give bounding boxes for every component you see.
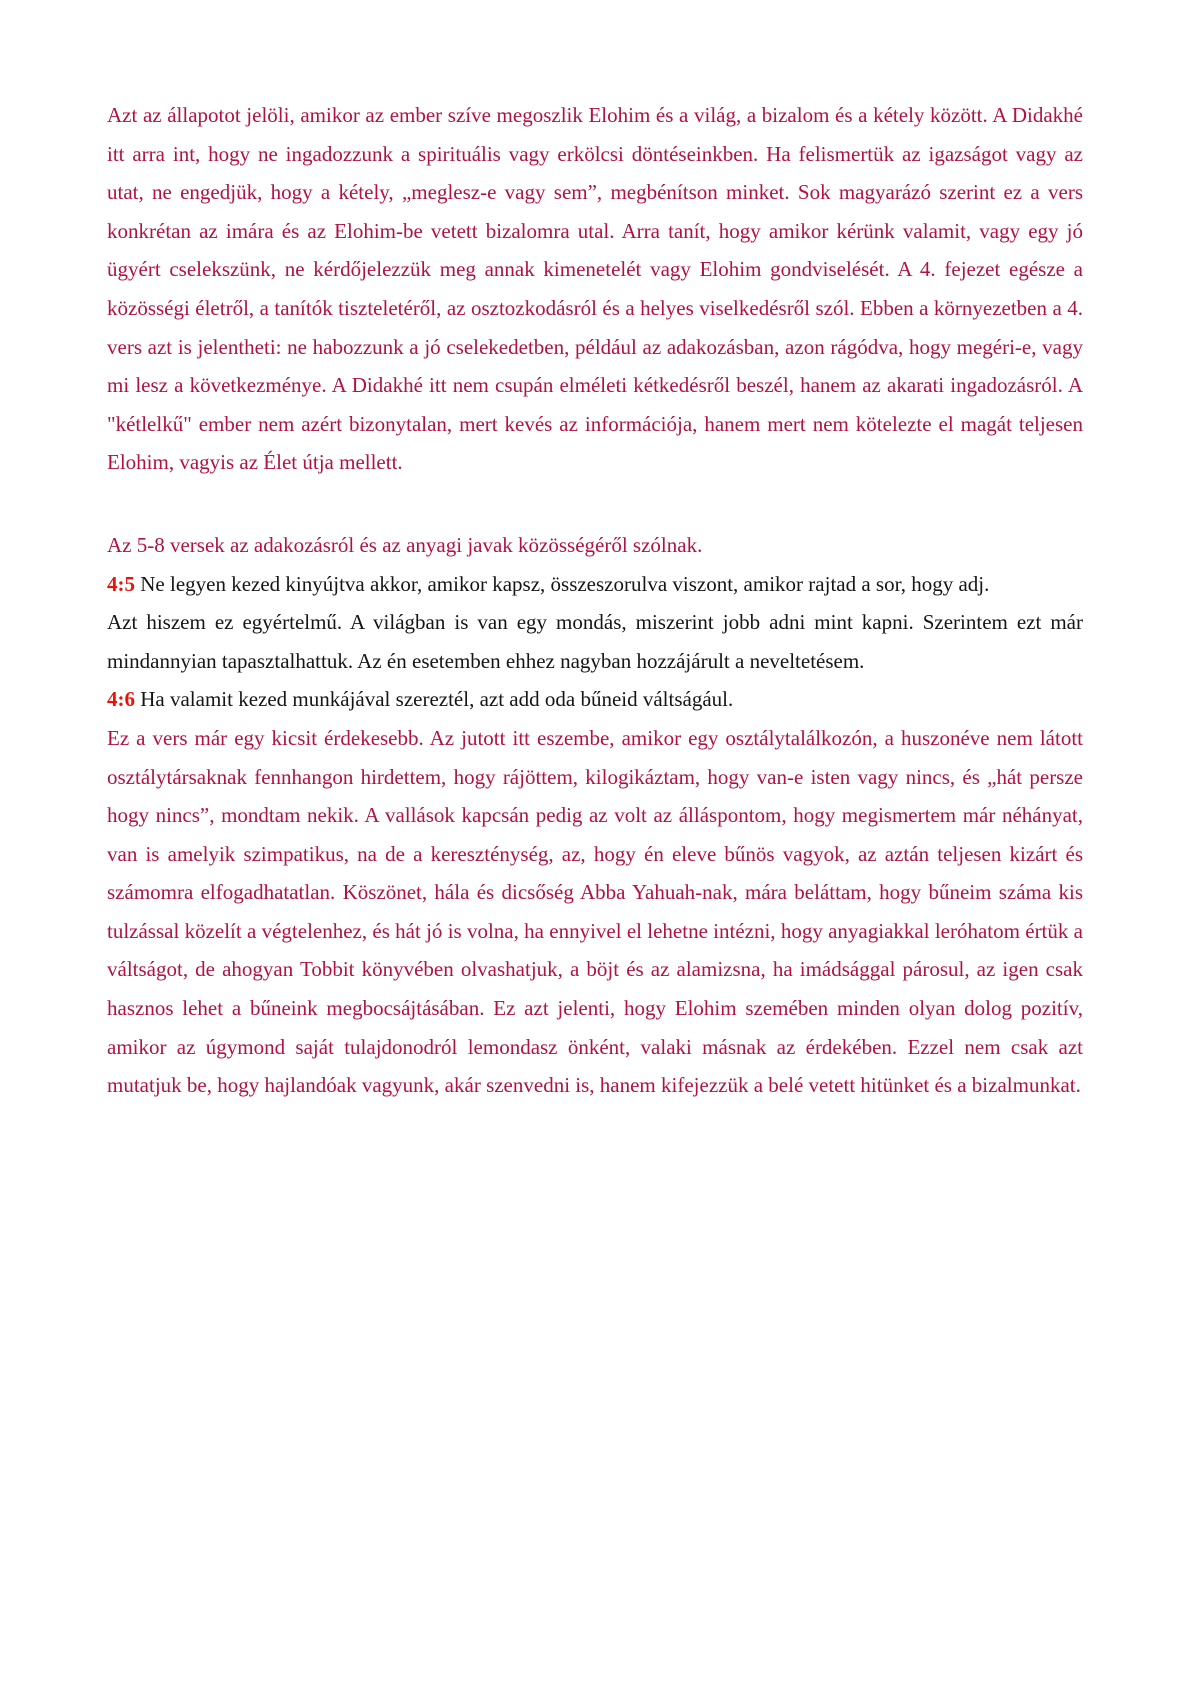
verse-number-4-5: 4:5 bbox=[107, 571, 135, 596]
verse-text-4-5: Ne legyen kezed kinyújtva akkor, amikor kapsz, összeszorulva viszont, amikor rajtad a sor, hogy adj. bbox=[140, 571, 990, 596]
verse-number-4-6: 4:6 bbox=[107, 687, 135, 712]
verse-4-6 bbox=[107, 680, 1083, 719]
section-intro-line: Az 5-8 versek az adakozásról és az anyagi javak közösségéről szólnak. bbox=[107, 532, 703, 557]
commentary-paragraph-4-4: Azt az állapotot jelöli, amikor az ember szíve megoszlik Elohim és a világ, a bizalom és a kétely között. A Didakhé itt arra int, hogy ne ingadozzunk a spirituális vagy erkölcsi döntéseinkben. Ha felismertük az igazságot vagy az utat, ne engedjük, hogy a kétely, „meglesz-e vagy sem”, megbénítson minket. Sok magyarázó szerint ez a vers konkrétan az imára és az Elohim-be vetett bizalomra utal. Arra tanít, hogy amikor kérünk valamit, vagy egy jó ügyért cselekszünk, ne kérdőjelezzük meg annak kimenetelét vagy Elohim gondviselését. A 4. fejezet egésze a közösségi életről, a tanítók tiszteletéről, az osztozkodásról és a helyes viselkedésről szól. Ebben a környezetben a 4. vers azt is jelentheti: ne habozzunk a jó cselekedetben, például az adakozásban, azon rágódva, hogy megéri-e, vagy mi lesz a következménye. A Didakhé itt nem csupán elméleti kétkedésről beszél, hanem az akarati ingadozásról. A "kétlelkű" ember nem azért bizonytalan, mert kevés az információja, hanem mert nem kötelezte el magát teljesen Elohim, vagyis az Élet útja mellett. bbox=[107, 103, 1083, 475]
commentary-paragraph-4-5: Azt hiszem ez egyértelmű. A világban is van egy mondás, miszerint jobb adni mint kapni. Szerintem ezt már mindannyian tapasztalhattuk. Az én esetemben ehhez nagyban hozzájárult a neveltetésem. bbox=[107, 610, 1083, 673]
verse-text-4-6: Ha valamit kezed munkájával szereztél, azt add oda bűneid váltságául. bbox=[140, 687, 734, 712]
verse-4-5 bbox=[107, 565, 1083, 604]
commentary-paragraph-4-6: Ez a vers már egy kicsit érdekesebb. Az jutott itt eszembe, amikor egy osztálytalálkozón, a huszonéve nem látott osztálytársaknak fennhangon hirdettem, hogy rájöttem, kilogikáztam, hogy van-e isten vagy nincs, és „hát persze hogy nincs”, mondtam nekik. A vallások kapcsán pedig az volt az álláspontom, hogy megismertem már néhányat, van is amelyik szimpatikus, na de a kereszténység, az, hogy én eleve bűnös vagyok, az aztán teljesen kizárt és számomra elfogadhatatlan. Köszönet, hála és dicsőség Abba Yahuah-nak, mára beláttam, hogy bűneim száma kis tulzással közelít a végtelenhez, és hát jó is volna, ha ennyivel el lehetne intézni, hogy anyagiakkal leróhatom értük a váltságot, de ahogyan Tobbit könyvében olvashatjuk, a böjt és az alamizsna, ha imádsággal párosul, az igen csak hasznos lehet a bűneink megbocsájtásában. Ez azt jelenti, hogy Elohim szemében minden olyan dolog pozitív, amikor az úgymond saját tulajdonodról lemondasz önként, valaki másnak az érdekében. Ezzel nem csak azt mutatjuk be, hogy hajlandóak vagyunk, akár szenvedni is, hanem kifejezzük a belé vetett hitünket és a bizalmunkat. bbox=[107, 725, 1083, 1098]
